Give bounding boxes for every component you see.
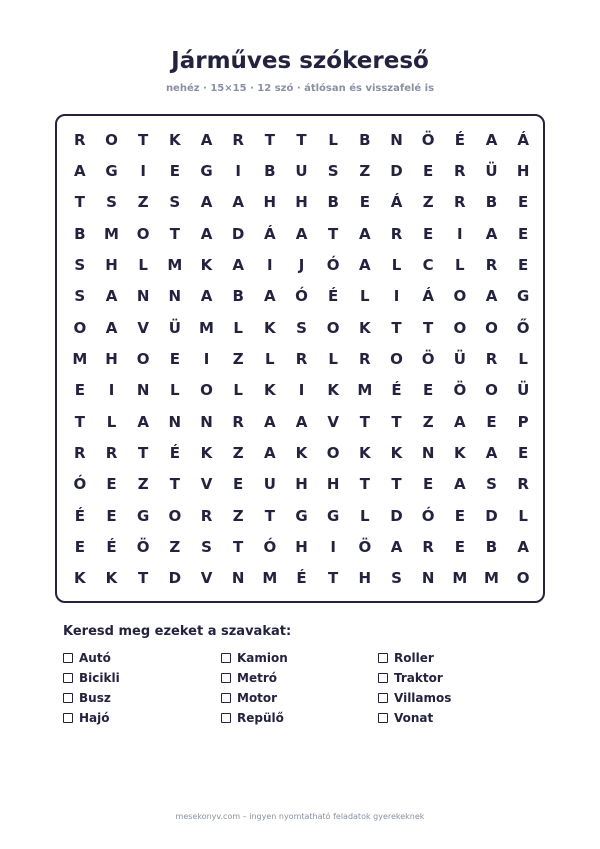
grid-cell[interactable]: Á <box>390 193 403 212</box>
grid-cell[interactable]: R <box>485 255 498 274</box>
grid-cell[interactable]: D <box>390 161 403 180</box>
footer-text: mesekonyv.com – ingyen nyomtatható feladatok gyerekeknek <box>175 812 425 821</box>
grid-cell[interactable]: E <box>74 381 85 400</box>
grid-cell[interactable]: S <box>169 193 181 212</box>
puzzle-subtitle: nehéz · 15×15 · 12 szó · átlósan és visszafelé is <box>165 83 435 94</box>
grid-cell[interactable]: O <box>105 130 118 149</box>
grid-cell[interactable]: K <box>295 443 308 462</box>
grid-cell[interactable]: T <box>423 318 434 337</box>
grid-cell[interactable]: E <box>233 475 244 494</box>
grid-cell[interactable]: H <box>358 569 372 588</box>
grid-cell[interactable]: N <box>390 130 403 149</box>
grid-cell[interactable]: E <box>518 255 529 274</box>
grid-cell[interactable]: Z <box>359 161 371 180</box>
grid-cell[interactable]: N <box>421 569 435 588</box>
grid-cell[interactable]: K <box>200 443 213 462</box>
word-list-item <box>63 668 221 688</box>
word-list-item <box>221 708 378 728</box>
word-checkbox[interactable] <box>221 693 231 703</box>
grid-cell[interactable]: R <box>200 506 213 525</box>
grid-cell[interactable]: É <box>74 506 85 525</box>
grid-cell[interactable]: M <box>72 349 88 368</box>
letter-grid[interactable] <box>64 124 539 594</box>
word-label: Bicikli <box>79 671 120 685</box>
grid-cell[interactable]: N <box>200 412 213 431</box>
grid-cell[interactable]: K <box>390 443 403 462</box>
grid-cell[interactable]: E <box>106 475 117 494</box>
grid-cell[interactable]: A <box>232 193 244 212</box>
grid-cell[interactable]: H <box>295 537 308 556</box>
grid-cell[interactable]: K <box>359 443 371 462</box>
grid-cell[interactable]: E <box>169 161 180 180</box>
grid-cell[interactable]: Z <box>137 475 149 494</box>
word-list-item <box>378 648 483 668</box>
word-checkbox[interactable] <box>63 653 73 663</box>
grid-cell[interactable]: Ü <box>168 318 181 337</box>
grid-cell[interactable]: E <box>423 381 434 400</box>
grid-cell[interactable]: Ü <box>485 161 498 180</box>
word-list <box>63 648 483 730</box>
grid-cell[interactable]: N <box>136 381 150 400</box>
word-label: Hajó <box>79 711 110 725</box>
grid-cell[interactable]: E <box>106 506 117 525</box>
grid-cell[interactable]: V <box>137 318 149 337</box>
word-checkbox[interactable] <box>378 713 388 723</box>
grid-cell[interactable]: E <box>423 224 434 243</box>
grid-cell[interactable]: K <box>359 318 371 337</box>
grid-cell[interactable]: L <box>170 381 180 400</box>
grid-cell[interactable]: T <box>169 475 180 494</box>
grid-cell[interactable]: H <box>326 475 340 494</box>
grid-cell[interactable]: N <box>168 287 182 306</box>
grid-cell[interactable]: M <box>452 569 468 588</box>
grid-cell[interactable]: T <box>328 224 339 243</box>
grid-cell[interactable]: K <box>327 381 339 400</box>
grid-cell[interactable]: H <box>295 475 308 494</box>
grid-cell[interactable]: T <box>391 412 402 431</box>
grid-cell[interactable]: L <box>106 412 117 431</box>
grid-cell[interactable]: H <box>263 193 277 212</box>
grid-cell[interactable]: B <box>74 224 86 243</box>
grid-cell[interactable]: O <box>136 224 150 243</box>
grid-cell[interactable]: Ó <box>326 255 340 274</box>
grid-cell[interactable]: R <box>454 161 466 180</box>
grid-cell[interactable]: I <box>203 349 210 368</box>
grid-cell[interactable]: V <box>200 569 213 588</box>
grid-cell[interactable]: S <box>74 255 86 274</box>
grid-cell[interactable]: A <box>359 255 371 274</box>
grid-cell[interactable]: Ő <box>516 318 530 337</box>
grid-cell[interactable]: A <box>295 412 308 431</box>
grid-cell[interactable]: Ó <box>73 475 87 494</box>
grid-cell[interactable]: T <box>391 318 402 337</box>
grid-cell[interactable]: O <box>326 318 340 337</box>
grid-cell[interactable]: B <box>232 287 244 306</box>
word-list-item <box>221 648 378 668</box>
grid-cell[interactable]: G <box>200 161 213 180</box>
grid-cell[interactable]: B <box>485 193 498 212</box>
grid-cell[interactable]: K <box>169 130 181 149</box>
grid-cell[interactable]: Ö <box>136 537 150 556</box>
grid-cell[interactable]: D <box>168 569 182 588</box>
grid-cell[interactable]: É <box>296 569 307 588</box>
grid-cell[interactable]: A <box>454 475 466 494</box>
grid-cell[interactable]: R <box>422 537 434 556</box>
word-label: Vonat <box>394 711 434 725</box>
word-label: Repülő <box>237 711 284 725</box>
grid-cell[interactable]: L <box>360 506 370 525</box>
grid-cell[interactable]: L <box>328 349 338 368</box>
grid-cell[interactable]: O <box>73 318 87 337</box>
grid-cell[interactable]: I <box>393 287 400 306</box>
grid-cell[interactable]: K <box>74 569 86 588</box>
grid-cell[interactable]: É <box>169 443 180 462</box>
grid-cell[interactable]: K <box>264 381 276 400</box>
word-label: Kamion <box>237 651 288 665</box>
grid-cell[interactable]: R <box>232 130 244 149</box>
word-list-item <box>63 648 221 668</box>
grid-cell[interactable]: S <box>486 475 497 494</box>
grid-cell[interactable]: Ö <box>421 349 435 368</box>
word-list-item <box>378 688 483 708</box>
grid-cell[interactable]: I <box>330 537 336 556</box>
grid-cell[interactable]: Z <box>422 412 434 431</box>
grid-cell[interactable]: O <box>485 318 498 337</box>
grid-cell[interactable]: M <box>104 224 119 243</box>
grid-cell[interactable]: A <box>200 287 213 306</box>
grid-cell[interactable]: Z <box>137 193 149 212</box>
grid-cell[interactable]: R <box>485 349 498 368</box>
grid-cell[interactable]: L <box>455 255 465 274</box>
grid-cell[interactable]: Ü <box>453 349 466 368</box>
grid-cell[interactable]: G <box>327 506 340 525</box>
word-label: Motor <box>237 691 278 705</box>
grid-cell[interactable]: R <box>390 224 403 243</box>
grid-cell[interactable]: M <box>262 569 278 588</box>
grid-cell[interactable]: O <box>453 318 467 337</box>
grid-cell[interactable]: E <box>423 161 434 180</box>
grid-cell[interactable]: E <box>486 412 497 431</box>
grid-cell[interactable]: A <box>232 255 244 274</box>
grid-cell[interactable]: M <box>484 569 499 588</box>
word-checkbox[interactable] <box>221 653 231 663</box>
grid-cell[interactable]: E <box>359 193 370 212</box>
page-title: Járműves szókereső <box>171 48 429 74</box>
grid-cell[interactable]: T <box>169 224 180 243</box>
grid-cell[interactable]: G <box>295 506 308 525</box>
grid-cell[interactable]: C <box>422 255 434 274</box>
grid-cell[interactable]: A <box>105 287 118 306</box>
grid-cell[interactable]: M <box>199 318 214 337</box>
grid-cell[interactable]: B <box>359 130 371 149</box>
grid-cell[interactable]: K <box>105 569 118 588</box>
grid-cell[interactable]: I <box>235 161 241 180</box>
grid-cell[interactable]: S <box>327 161 339 180</box>
grid-cell[interactable]: D <box>231 224 245 243</box>
grid-cell[interactable]: L <box>233 318 243 337</box>
grid-cell[interactable]: T <box>138 130 149 149</box>
grid-cell[interactable]: T <box>359 475 370 494</box>
word-checkbox[interactable] <box>63 713 73 723</box>
word-label: Villamos <box>394 691 452 705</box>
grid-cell[interactable]: E <box>169 349 180 368</box>
word-label: Busz <box>79 691 111 705</box>
grid-cell[interactable]: L <box>138 255 148 274</box>
grid-cell[interactable]: A <box>74 161 86 180</box>
grid-cell[interactable]: R <box>74 443 86 462</box>
grid-cell[interactable]: S <box>106 193 117 212</box>
grid-cell[interactable]: L <box>360 287 370 306</box>
grid-cell[interactable]: G <box>137 506 150 525</box>
grid-cell[interactable]: B <box>485 537 498 556</box>
grid-cell[interactable]: T <box>264 506 275 525</box>
grid-cell[interactable]: T <box>296 130 307 149</box>
grid-cell[interactable]: A <box>359 224 371 243</box>
grid-cell[interactable]: E <box>518 224 529 243</box>
grid-cell[interactable]: L <box>265 349 275 368</box>
grid-cell[interactable]: O <box>136 349 150 368</box>
grid-cell[interactable]: I <box>267 255 273 274</box>
grid-cell[interactable]: A <box>390 537 403 556</box>
grid-cell[interactable]: É <box>391 381 402 400</box>
grid-cell[interactable]: É <box>106 537 117 556</box>
grid-cell[interactable]: E <box>518 193 529 212</box>
word-label: Metró <box>237 671 277 685</box>
grid-cell[interactable]: T <box>391 475 402 494</box>
grid-cell[interactable]: E <box>454 537 465 556</box>
grid-cell[interactable]: N <box>421 443 435 462</box>
word-checkbox[interactable] <box>378 653 388 663</box>
grid-cell[interactable]: I <box>140 161 146 180</box>
grid-cell[interactable]: Á <box>422 287 434 306</box>
grid-cell[interactable]: I <box>298 381 305 400</box>
grid-cell[interactable]: I <box>457 224 463 243</box>
grid-cell[interactable]: A <box>485 224 498 243</box>
grid-cell[interactable]: R <box>454 193 466 212</box>
grid-cell[interactable]: P <box>517 412 529 431</box>
grid-cell[interactable]: V <box>327 412 339 431</box>
grid-cell[interactable]: D <box>390 506 403 525</box>
grid-cell[interactable]: L <box>233 381 243 400</box>
grid-cell[interactable]: R <box>105 443 118 462</box>
grid-cell[interactable]: Á <box>517 130 529 149</box>
grid-cell[interactable]: H <box>295 193 308 212</box>
word-checkbox[interactable] <box>63 673 73 683</box>
grid-cell[interactable]: A <box>485 443 498 462</box>
grid-cell[interactable]: V <box>200 475 213 494</box>
grid-cell[interactable]: O <box>200 381 213 400</box>
grid-cell[interactable]: M <box>357 381 373 400</box>
grid-cell[interactable]: É <box>328 287 339 306</box>
word-list-item <box>63 688 221 708</box>
grid-cell[interactable]: J <box>298 255 305 274</box>
word-label: Traktor <box>394 671 443 685</box>
grid-cell[interactable]: N <box>168 412 182 431</box>
word-checkbox[interactable] <box>378 693 388 703</box>
grid-cell[interactable]: R <box>517 475 529 494</box>
grid-cell[interactable]: A <box>200 224 213 243</box>
grid-cell[interactable]: Ü <box>517 381 530 400</box>
word-list-item <box>221 668 378 688</box>
grid-cell[interactable]: É <box>454 130 465 149</box>
word-label: Autó <box>79 651 111 665</box>
grid-cell[interactable]: S <box>391 569 402 588</box>
grid-cell[interactable]: S <box>201 537 212 556</box>
grid-cell[interactable]: O <box>453 287 467 306</box>
grid-cell[interactable]: A <box>517 537 529 556</box>
grid-cell[interactable]: E <box>423 475 434 494</box>
word-checkbox[interactable] <box>221 713 231 723</box>
grid-cell[interactable]: U <box>295 161 308 180</box>
grid-cell[interactable]: T <box>74 193 85 212</box>
grid-cell[interactable]: A <box>295 224 308 243</box>
word-list-item <box>378 708 483 728</box>
grid-cell[interactable]: I <box>108 381 115 400</box>
grid-cell[interactable]: R <box>295 349 308 368</box>
grid-cell[interactable]: G <box>105 161 118 180</box>
grid-cell[interactable]: B <box>264 161 276 180</box>
word-checkbox[interactable] <box>63 693 73 703</box>
grid-cell[interactable]: A <box>137 412 149 431</box>
word-checkbox[interactable] <box>378 673 388 683</box>
grid-cell[interactable]: T <box>138 443 149 462</box>
word-list-item <box>221 688 378 708</box>
grid-cell[interactable]: M <box>167 255 183 274</box>
grid-cell[interactable]: Z <box>232 506 244 525</box>
grid-cell[interactable]: A <box>264 287 276 306</box>
grid-cell[interactable]: E <box>518 443 529 462</box>
grid-cell[interactable]: L <box>518 506 528 525</box>
grid-cell[interactable]: B <box>327 193 339 212</box>
grid-cell[interactable]: R <box>74 130 86 149</box>
word-list-heading: Keresd meg ezeket a szavakat: <box>63 624 292 639</box>
grid-cell[interactable]: Z <box>422 193 434 212</box>
grid-cell[interactable]: H <box>105 349 118 368</box>
grid-cell[interactable]: R <box>232 412 244 431</box>
word-list-item <box>63 708 221 728</box>
grid-cell[interactable]: T <box>328 569 339 588</box>
word-checkbox[interactable] <box>221 673 231 683</box>
grid-cell[interactable]: O <box>326 443 340 462</box>
grid-cell[interactable]: T <box>233 537 244 556</box>
grid-cell[interactable]: U <box>263 475 276 494</box>
grid-cell[interactable]: E <box>454 506 465 525</box>
grid-cell[interactable]: S <box>74 287 86 306</box>
grid-cell[interactable]: A <box>454 412 466 431</box>
grid-cell[interactable]: A <box>485 287 498 306</box>
grid-cell[interactable]: Ó <box>295 287 308 306</box>
grid-cell[interactable]: A <box>264 443 276 462</box>
grid-cell[interactable]: O <box>390 349 403 368</box>
grid-cell[interactable]: O <box>516 569 530 588</box>
grid-cell[interactable]: O <box>168 506 182 525</box>
grid-cell[interactable]: T <box>74 412 85 431</box>
grid-cell[interactable]: T <box>138 569 149 588</box>
grid-cell[interactable]: Ö <box>453 381 467 400</box>
word-list-item <box>378 668 483 688</box>
grid-cell[interactable]: Z <box>232 349 244 368</box>
grid-cell[interactable]: L <box>328 130 338 149</box>
grid-cell[interactable]: H <box>105 255 118 274</box>
grid-cell[interactable]: A <box>200 193 213 212</box>
grid-cell[interactable]: Ó <box>421 506 435 525</box>
grid-cell[interactable]: K <box>454 443 466 462</box>
grid-cell[interactable]: T <box>264 130 275 149</box>
grid-cell[interactable]: R <box>359 349 371 368</box>
word-label: Roller <box>394 651 434 665</box>
grid-cell[interactable]: T <box>359 412 370 431</box>
grid-cell[interactable]: L <box>391 255 402 274</box>
grid-cell[interactable]: E <box>74 537 85 556</box>
grid-cell[interactable]: A <box>200 130 213 149</box>
grid-cell[interactable]: N <box>136 287 150 306</box>
grid-cell[interactable]: G <box>517 287 530 306</box>
grid-cell[interactable]: N <box>231 569 245 588</box>
grid-cell[interactable]: A <box>264 412 276 431</box>
grid-cell[interactable]: K <box>200 255 213 274</box>
grid-cell[interactable]: Ó <box>263 537 277 556</box>
grid-cell[interactable]: Z <box>169 537 181 556</box>
grid-cell[interactable]: D <box>485 506 498 525</box>
grid-cell[interactable]: S <box>296 318 307 337</box>
grid-cell[interactable]: A <box>105 318 118 337</box>
grid-cell[interactable]: Á <box>264 224 276 243</box>
grid-cell[interactable]: L <box>518 349 528 368</box>
grid-cell[interactable]: Ö <box>421 130 435 149</box>
grid-cell[interactable]: Z <box>232 443 244 462</box>
grid-cell[interactable]: O <box>485 381 498 400</box>
grid-cell[interactable]: A <box>485 130 498 149</box>
grid-cell[interactable]: Ö <box>358 537 372 556</box>
grid-cell[interactable]: K <box>264 318 276 337</box>
grid-cell[interactable]: H <box>516 161 530 180</box>
